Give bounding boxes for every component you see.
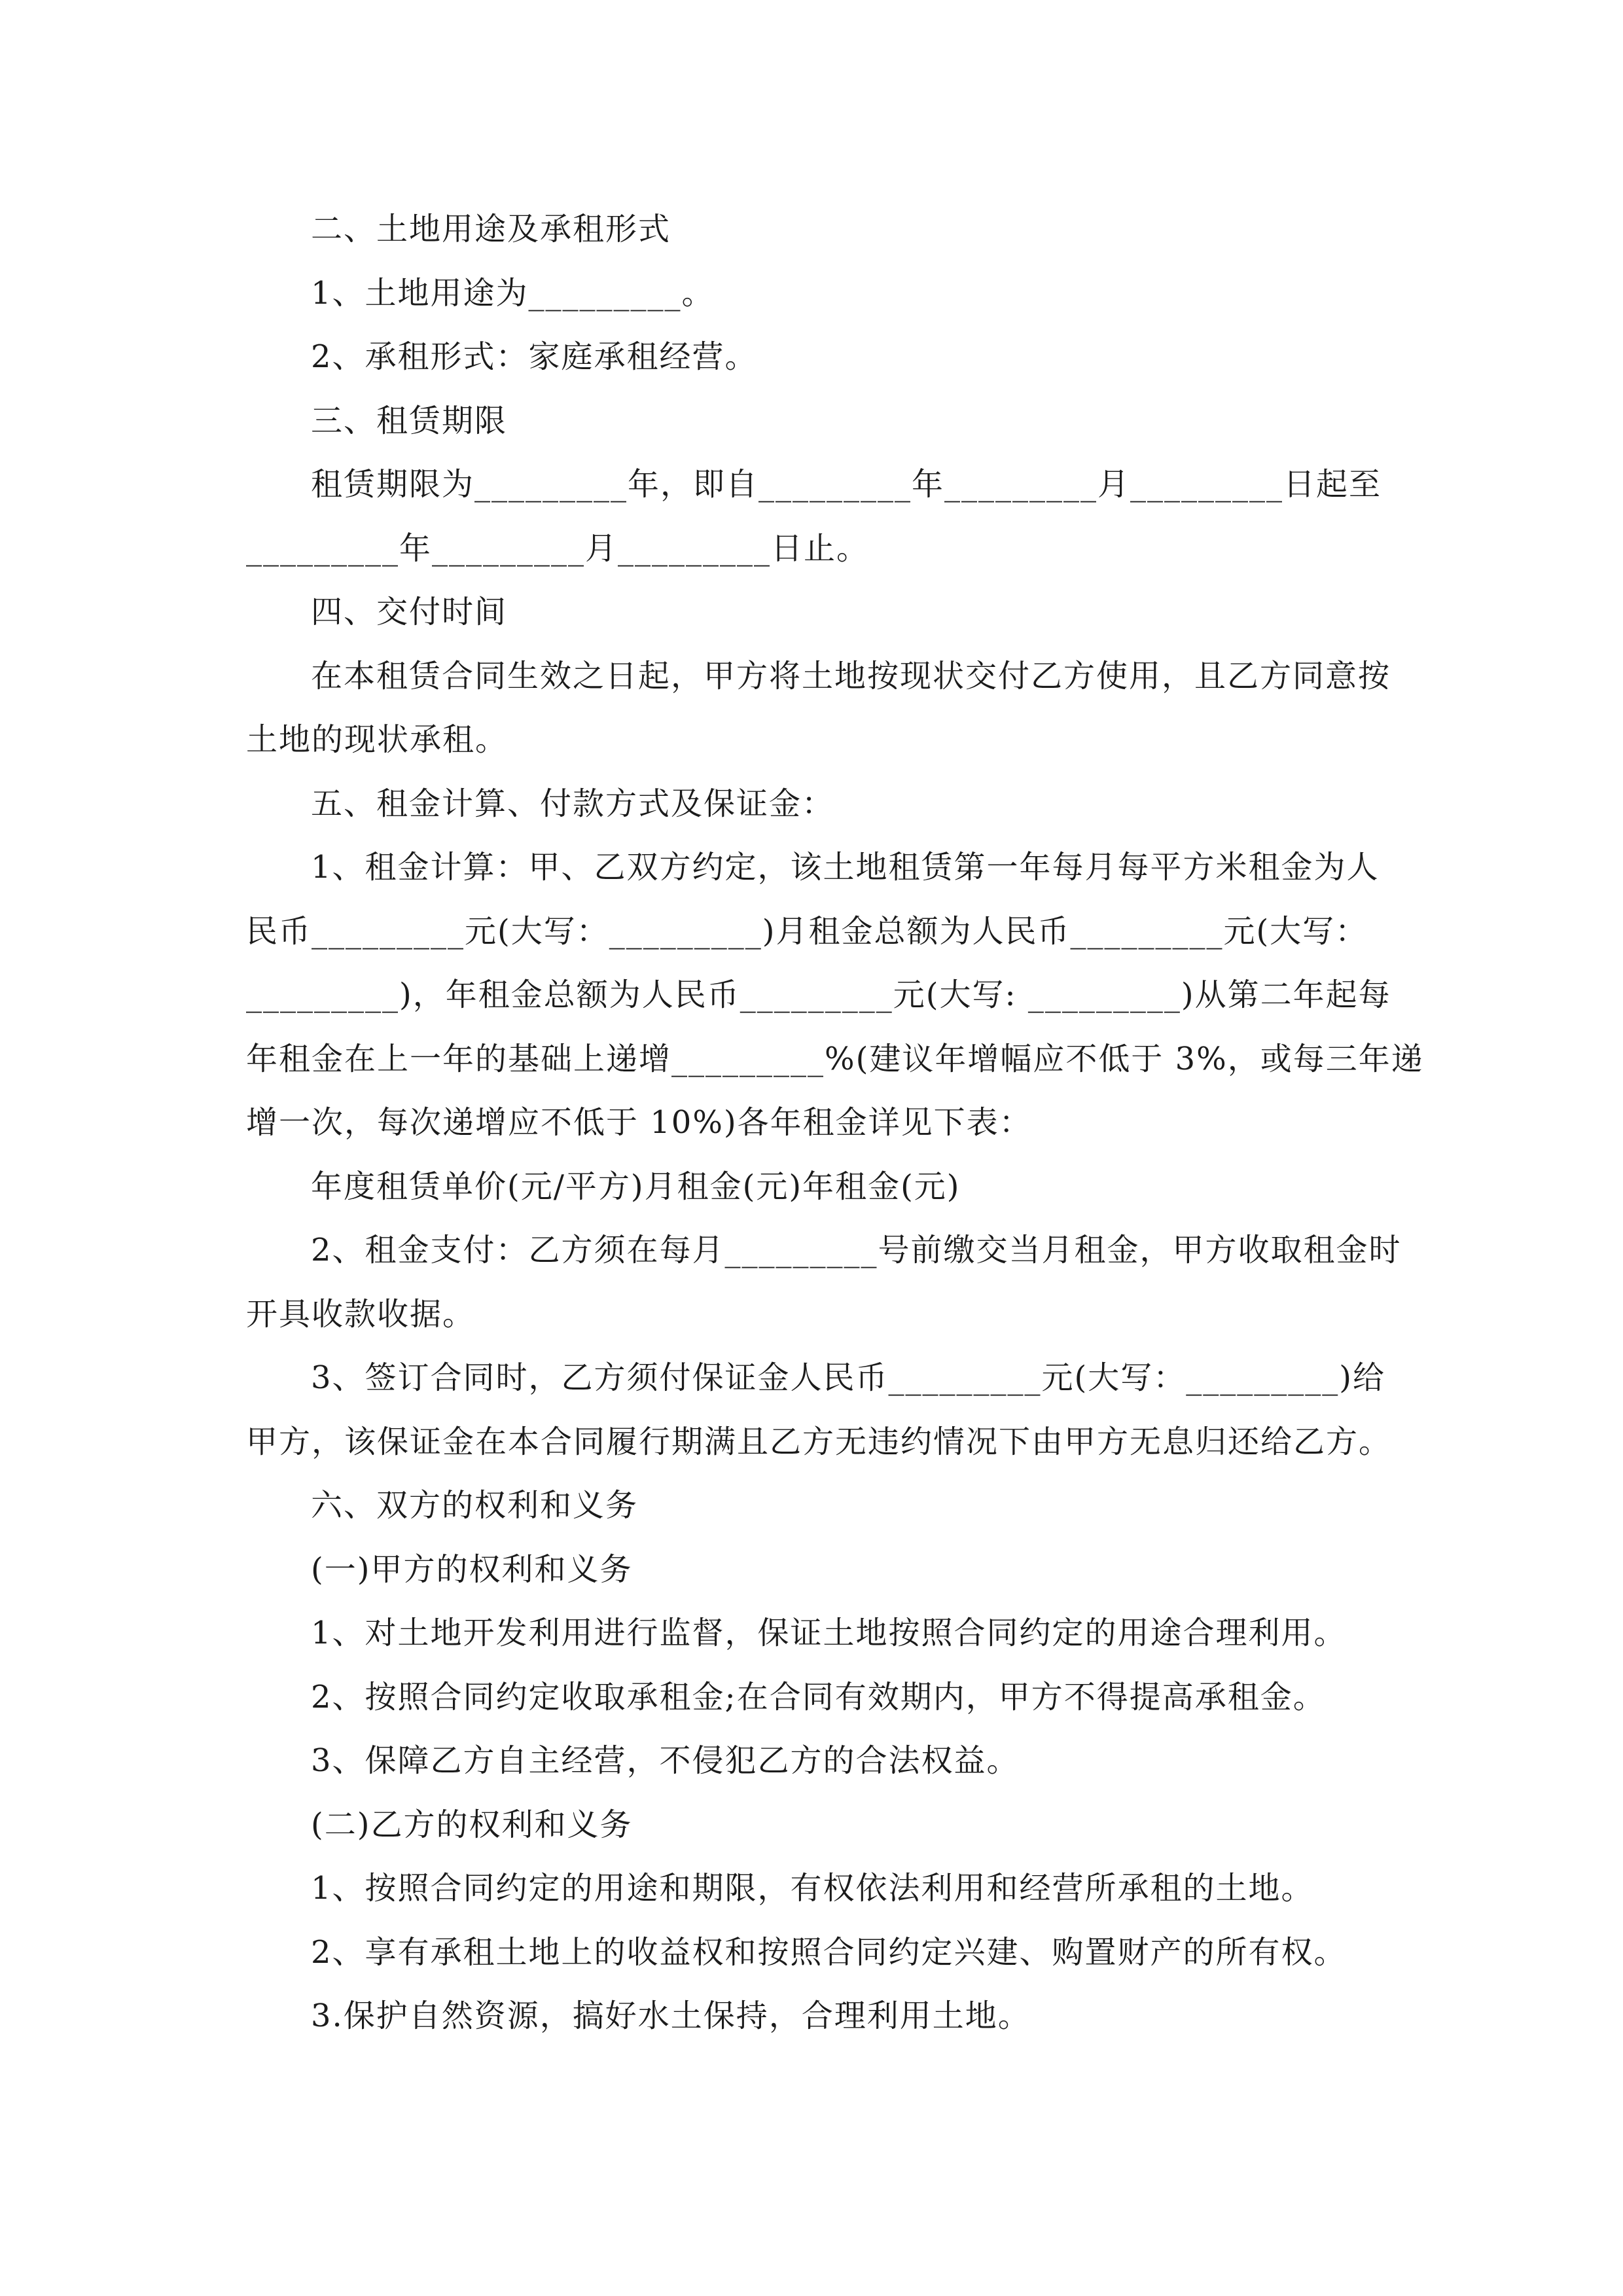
section-heading-delivery: 四、交付时间 xyxy=(311,594,508,630)
paragraph-delivery-line2: 土地的现状承租。 xyxy=(246,721,508,758)
section-heading-rent: 五、租金计算、付款方式及保证金： xyxy=(311,785,835,822)
section-heading-lease-term: 三、租赁期限 xyxy=(311,403,508,439)
rent-table-header: 年度租赁单价(元/平方)月租金(元)年租金(元) xyxy=(311,1168,961,1205)
clause-party-b-1: 1、按照合同约定的用途和期限，有权依法利用和经营所承租的土地。 xyxy=(311,1870,1314,1907)
paragraph-lease-term-line2: _________年_________月_________日止。 xyxy=(246,530,870,567)
clause-party-a-3: 3、保障乙方自主经营，不侵犯乙方的合法权益。 xyxy=(311,1742,1020,1779)
paragraph-delivery-line1: 在本租赁合同生效之日起，甲方将土地按现状交付乙方使用，且乙方同意按 xyxy=(311,658,1391,694)
clause-land-use: 1、土地用途为_________。 xyxy=(311,275,715,312)
clause-party-a-2: 2、按照合同约定收取承租金;在合同有效期内，甲方不得提高承租金。 xyxy=(311,1679,1326,1715)
paragraph-deposit-line1: 3、签订合同时，乙方须付保证金人民币_________元(大写：_________)给 xyxy=(311,1359,1385,1396)
clause-party-b-3: 3.保护自然资源，搞好水土保持，合理利用土地。 xyxy=(311,1998,1031,2034)
paragraph-lease-term-line1: 租赁期限为_________年，即自_________年_________月_________日起至 xyxy=(311,466,1382,503)
clause-party-b-2: 2、享有承租土地上的收益权和按照合同约定兴建、购置财产的所有权。 xyxy=(311,1934,1347,1971)
section-heading-land-use: 二、土地用途及承租形式 xyxy=(311,211,671,247)
paragraph-deposit-line2: 甲方，该保证金在本合同履行期满且乙方无违约情况下由甲方无息归还给乙方。 xyxy=(246,1424,1392,1460)
paragraph-rent-calc-line2: 民币_________元(大写：_________)月租金总额为人民币_________元(大写： xyxy=(246,913,1368,950)
paragraph-rent-calc-line1: 1、租金计算：甲、乙双方约定，该土地租赁第一年每月每平方米租金为人 xyxy=(311,849,1380,886)
paragraph-rent-payment-line1: 2、租金支付：乙方须在每月_________号前缴交当月租金，甲方收取租金时 xyxy=(311,1232,1402,1268)
subheading-party-b: (二)乙方的权利和义务 xyxy=(311,1806,633,1843)
clause-party-a-1: 1、对土地开发利用进行监督，保证土地按照合同约定的用途合理利用。 xyxy=(311,1615,1347,1651)
paragraph-rent-calc-line5: 增一次，每次递增应不低于 10%)各年租金详见下表： xyxy=(246,1104,1032,1141)
paragraph-rent-payment-line2: 开具收款收据。 xyxy=(246,1296,476,1333)
clause-lease-form: 2、承租形式：家庭承租经营。 xyxy=(311,338,758,375)
subheading-party-a: (一)甲方的权利和义务 xyxy=(311,1551,633,1588)
section-heading-rights: 六、双方的权利和义务 xyxy=(311,1487,639,1524)
paragraph-rent-calc-line4: 年租金在上一年的基础上递增_________%(建议年增幅应不低于 3%，或每三年递 xyxy=(246,1041,1424,1077)
paragraph-rent-calc-line3: _________)，年租金总额为人民币_________元(大写: _________)从第二年起每 xyxy=(246,977,1391,1013)
